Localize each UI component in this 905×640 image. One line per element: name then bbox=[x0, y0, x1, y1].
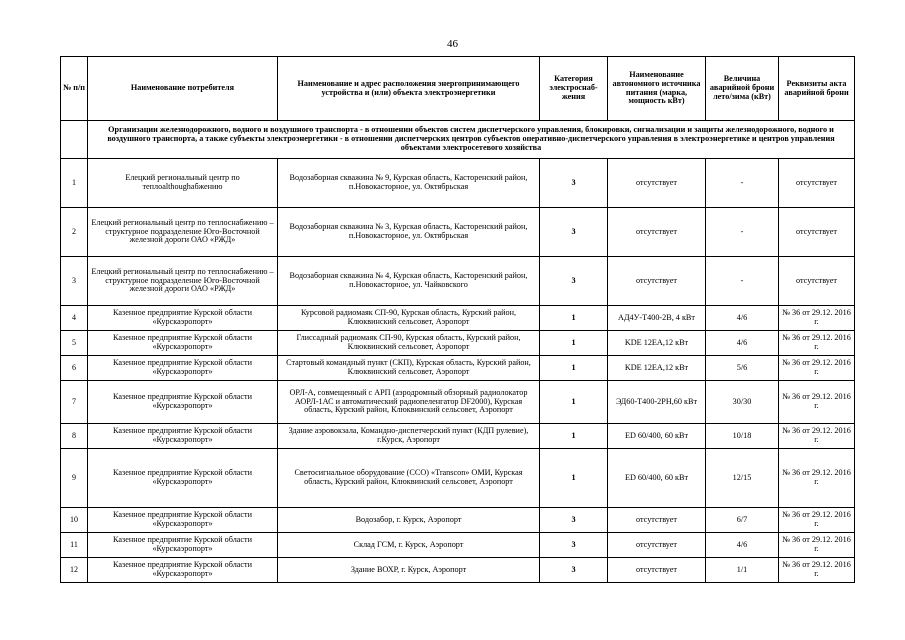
cell-act: № 36 от 29.12. 2016 г. bbox=[779, 449, 855, 508]
cell-act: № 36 от 29.12. 2016 г. bbox=[779, 381, 855, 424]
cell-object: Глиссадный радиомаяк СП-90, Курская область, Курский район, Клюквинский сельсовет, Аэропорт bbox=[278, 331, 540, 356]
cell-category: 3 bbox=[540, 558, 608, 583]
cell-num: 10 bbox=[61, 508, 88, 533]
cell-num: 6 bbox=[61, 356, 88, 381]
cell-act: № 36 от 29.12. 2016 г. bbox=[779, 331, 855, 356]
cell-category: 3 bbox=[540, 257, 608, 306]
table-row bbox=[61, 257, 855, 306]
cell-source: отсутствует bbox=[608, 558, 706, 583]
cell-num: 8 bbox=[61, 424, 88, 449]
section-num-cell bbox=[61, 121, 88, 159]
table-row bbox=[61, 159, 855, 208]
section-title: Организации железнодорожного, водного и воздушного транспорта - в отношении объектов систем диспетчерского управления, блокировки, сигнализации и защиты железнодорожного, водного и воздушного транспорта, а также субъекты электроэнергетики - в отношении диспетчерских центров субъектов оперативно-диспетчерского управления в электроэнергетике и центров управления объектами электросетевого хозяйства bbox=[88, 121, 855, 159]
cell-num: 11 bbox=[61, 533, 88, 558]
cell-act: отсутствует bbox=[779, 208, 855, 257]
cell-source: KDE 12EA,12 кВт bbox=[608, 356, 706, 381]
cell-category: 1 bbox=[540, 449, 608, 508]
cell-consumer: Казенное предприятие Курской области «Курскаэропорт» bbox=[88, 533, 278, 558]
cell-category: 1 bbox=[540, 356, 608, 381]
cell-category: 1 bbox=[540, 306, 608, 331]
table-row bbox=[61, 331, 855, 356]
cell-act: отсутствует bbox=[779, 159, 855, 208]
cell-reserve: - bbox=[706, 159, 779, 208]
cell-act: № 36 от 29.12. 2016 г. bbox=[779, 306, 855, 331]
emergency-reserve-table bbox=[60, 56, 855, 583]
cell-source: отсутствует bbox=[608, 533, 706, 558]
cell-reserve: 1/1 bbox=[706, 558, 779, 583]
cell-category: 3 bbox=[540, 208, 608, 257]
header-source: Наименование автономного источника питания (марка, мощность кВт) bbox=[608, 57, 706, 121]
cell-num: 3 bbox=[61, 257, 88, 306]
table-row bbox=[61, 533, 855, 558]
cell-reserve: 6/7 bbox=[706, 508, 779, 533]
cell-reserve: 5/6 bbox=[706, 356, 779, 381]
cell-num: 1 bbox=[61, 159, 88, 208]
cell-reserve: 10/18 bbox=[706, 424, 779, 449]
cell-category: 1 bbox=[540, 381, 608, 424]
header-reserve: Величина аварийной брони лето/зима (кВт) bbox=[706, 57, 779, 121]
cell-act: № 36 от 29.12. 2016 г. bbox=[779, 558, 855, 583]
cell-consumer: Елецкий региональный центр по теплоснабжению – структурное подразделение Юго-Восточной железной дороги ОАО «РЖД» bbox=[88, 208, 278, 257]
header-object: Наименование и адрес расположения энергопринимающего устройства и (или) объекта электроэнергетики bbox=[278, 57, 540, 121]
cell-source: ЭД60-Т400-2РН,60 кВт bbox=[608, 381, 706, 424]
cell-object: Здание аэровокзала, Командно-диспетчерский пункт (КДП рулевие), г.Курск, Аэропорт bbox=[278, 424, 540, 449]
cell-object: Курсовой радиомаяк СП-90, Курская область, Курский район, Клюквинский сельсовет, Аэропорт bbox=[278, 306, 540, 331]
cell-source: KDE 12EA,12 кВт bbox=[608, 331, 706, 356]
cell-object: Водозаборная скважина № 3, Курская область, Касторенский район, п.Новокасторное, ул. Октябрьская bbox=[278, 208, 540, 257]
cell-category: 1 bbox=[540, 331, 608, 356]
cell-consumer: Казенное предприятие Курской области «Курскаэропорт» bbox=[88, 381, 278, 424]
cell-category: 3 bbox=[540, 533, 608, 558]
table-row bbox=[61, 508, 855, 533]
cell-category: 1 bbox=[540, 424, 608, 449]
cell-num: 2 bbox=[61, 208, 88, 257]
cell-object: ОРЛ-А, совмещенный с АРП (аэродромный обзорный радиолокатор АОРЛ-1АС и автоматический радиопеленгатор DF2000), Курская область, Курский район, Клюквинский сельсовет, Аэропорт bbox=[278, 381, 540, 424]
cell-num: 12 bbox=[61, 558, 88, 583]
cell-object: Водозаборная скважина № 4, Курская область, Касторенский район, п.Новокасторное, ул. Чайковского bbox=[278, 257, 540, 306]
cell-object: Склад ГСМ, г. Курск, Аэропорт bbox=[278, 533, 540, 558]
header-consumer: Наименование потребителя bbox=[88, 57, 278, 121]
table-row bbox=[61, 306, 855, 331]
cell-reserve: 30/30 bbox=[706, 381, 779, 424]
page-number: 46 bbox=[447, 38, 458, 50]
cell-act: № 36 от 29.12. 2016 г. bbox=[779, 533, 855, 558]
cell-consumer: Елецкий региональный центр по теплоснабжению – структурное подразделение Юго-Восточной железной дороги ОАО «РЖД» bbox=[88, 257, 278, 306]
cell-source: АД4У-Т400-2В, 4 кВт bbox=[608, 306, 706, 331]
table-row bbox=[61, 381, 855, 424]
section-row bbox=[61, 121, 855, 159]
cell-num: 4 bbox=[61, 306, 88, 331]
cell-reserve: - bbox=[706, 208, 779, 257]
cell-object: Светосигнальное оборудование (ССО) «Transcon» ОМИ, Курская область, Курский район, Клюквинский сельсовет, Аэропорт bbox=[278, 449, 540, 508]
cell-reserve: 4/6 bbox=[706, 533, 779, 558]
header-act: Реквизиты акта аварийной брони bbox=[779, 57, 855, 121]
cell-reserve: - bbox=[706, 257, 779, 306]
cell-object: Здание ВОХР, г. Курск, Аэропорт bbox=[278, 558, 540, 583]
table-header-row bbox=[61, 57, 855, 121]
header-category: Категория электроснаб-жения bbox=[540, 57, 608, 121]
cell-num: 7 bbox=[61, 381, 88, 424]
cell-category: 3 bbox=[540, 508, 608, 533]
table-row bbox=[61, 558, 855, 583]
cell-source: отсутствует bbox=[608, 257, 706, 306]
cell-reserve: 12/15 bbox=[706, 449, 779, 508]
cell-object: Водозабор, г. Курск, Аэропорт bbox=[278, 508, 540, 533]
cell-act: отсутствует bbox=[779, 257, 855, 306]
table-row bbox=[61, 424, 855, 449]
cell-consumer: Елецкий региональный центр по теплоalthoughабжению bbox=[88, 159, 278, 208]
cell-num: 9 bbox=[61, 449, 88, 508]
header-num: № п/п bbox=[61, 57, 88, 121]
cell-reserve: 4/6 bbox=[706, 306, 779, 331]
cell-source: ED 60/400, 60 кВт bbox=[608, 424, 706, 449]
cell-source: отсутствует bbox=[608, 508, 706, 533]
cell-source: ED 60/400, 60 кВт bbox=[608, 449, 706, 508]
cell-act: № 36 от 29.12. 2016 г. bbox=[779, 356, 855, 381]
cell-num: 5 bbox=[61, 331, 88, 356]
cell-consumer: Казенное предприятие Курской области «Курскаэропорт» bbox=[88, 558, 278, 583]
cell-consumer: Казенное предприятие Курской области «Курскаэропорт» bbox=[88, 331, 278, 356]
cell-act: № 36 от 29.12. 2016 г. bbox=[779, 508, 855, 533]
cell-source: отсутствует bbox=[608, 159, 706, 208]
cell-category: 3 bbox=[540, 159, 608, 208]
cell-act: № 36 от 29.12. 2016 г. bbox=[779, 424, 855, 449]
table-row bbox=[61, 356, 855, 381]
table-row bbox=[61, 208, 855, 257]
cell-reserve: 4/6 bbox=[706, 331, 779, 356]
cell-source: отсутствует bbox=[608, 208, 706, 257]
cell-consumer: Казенное предприятие Курской области «Курскаэропорт» bbox=[88, 508, 278, 533]
cell-object: Водозаборная скважина № 9, Курская область, Касторенский район, п.Новокасторное, ул. Октябрьская bbox=[278, 159, 540, 208]
cell-consumer: Казенное предприятие Курской области «Курскаэропорт» bbox=[88, 424, 278, 449]
cell-consumer: Казенное предприятие Курской области «Курскаэропорт» bbox=[88, 306, 278, 331]
cell-object: Стартовый командный пункт (СКП), Курская область, Курский район, Клюквинский сельсовет, Аэропорт bbox=[278, 356, 540, 381]
cell-consumer: Казенное предприятие Курской области «Курскаэропорт» bbox=[88, 356, 278, 381]
cell-consumer: Казенное предприятие Курской области «Курскаэропорт» bbox=[88, 449, 278, 508]
table-row bbox=[61, 449, 855, 508]
